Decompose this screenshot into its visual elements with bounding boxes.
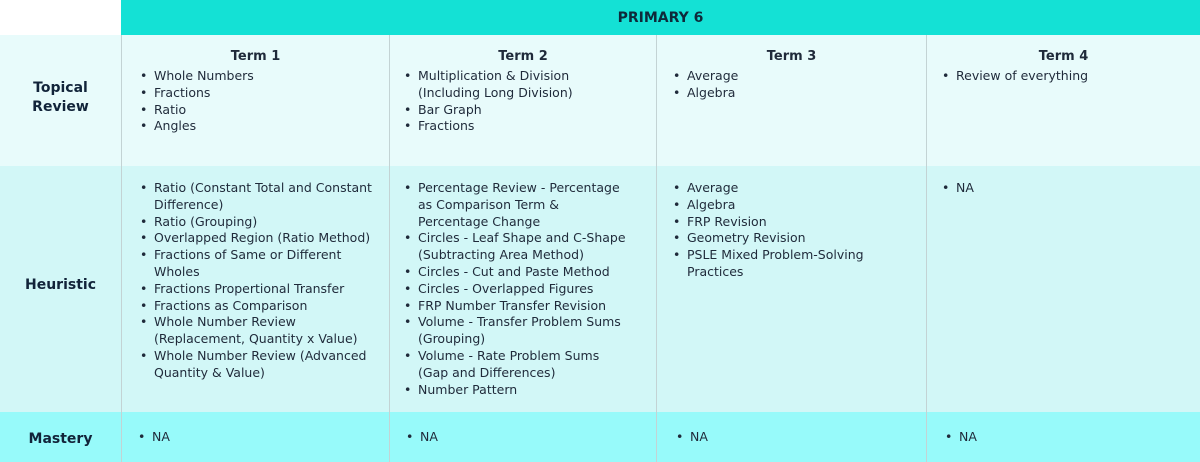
corner-cell: [0, 0, 121, 35]
list-item: • Circles - Overlapped Figures: [404, 281, 629, 298]
term-header: Term 2: [498, 49, 548, 64]
list-item: • Multiplication & Division (Including Long Division): [404, 68, 629, 102]
list-item: • Fractions of Same or Different Wholes: [140, 247, 375, 281]
row-label-mastery: Mastery: [0, 412, 121, 462]
heuristic-term1-cell: [121, 166, 389, 412]
row-label-topical-review: [0, 35, 121, 166]
list-item: • Overlapped Region (Ratio Method): [140, 230, 375, 247]
list-item: • Average: [673, 68, 888, 85]
topic-list: [657, 429, 891, 446]
topical-term3-cell: [656, 35, 926, 166]
topic-list: [122, 68, 375, 135]
topical-term4-cell: [926, 35, 1200, 166]
term-header: Term 1: [230, 49, 281, 64]
heuristic-term3-cell: [656, 166, 926, 412]
topic-list: [390, 180, 629, 398]
topic-list: [927, 180, 1172, 197]
list-item: • Ratio (Grouping): [140, 214, 375, 231]
list-item: • Fractions Propertional Transfer: [140, 281, 375, 298]
heuristic-term2-cell: [389, 166, 656, 412]
list-item: • Bar Graph: [404, 102, 629, 119]
mastery-term4-cell: [926, 412, 1200, 462]
list-item: • Volume - Transfer Problem Sums (Grouping): [404, 314, 629, 348]
list-item: • Algebra: [673, 85, 888, 102]
list-item: • FRP Number Transfer Revision: [404, 298, 629, 315]
topical-term1-cell: [121, 35, 389, 166]
list-item: • Percentage Review - Percentage as Comparison Term & Percentage Change: [404, 180, 629, 230]
topic-list: [390, 68, 629, 135]
list-item: • NA: [406, 429, 631, 446]
row-label-line: Topical: [33, 79, 88, 96]
list-item: • Average: [673, 180, 888, 197]
list-item: • NA: [676, 429, 891, 446]
list-item: • NA: [942, 180, 1172, 197]
topic-list: [657, 68, 888, 102]
list-item: • Whole Number Review (Advanced Quantity & Value): [140, 348, 375, 382]
list-item: • Ratio (Constant Total and Constant Difference): [140, 180, 375, 214]
list-item: • Volume - Rate Problem Sums (Gap and Differences): [404, 348, 629, 382]
page-title: PRIMARY 6: [121, 0, 1200, 35]
topical-term2-cell: [389, 35, 656, 166]
topic-list: [390, 429, 631, 446]
list-item: • Fractions: [140, 85, 375, 102]
list-item: • PSLE Mixed Problem-Solving Practices: [673, 247, 888, 281]
list-item: • Angles: [140, 118, 375, 135]
row-label-line: Review: [32, 98, 89, 115]
term-header: Term 4: [1038, 49, 1089, 64]
term-header: Term 3: [766, 49, 817, 64]
list-item: • Review of everything: [942, 68, 1172, 85]
topic-list: [122, 429, 373, 446]
mastery-term3-cell: [656, 412, 926, 462]
topic-list: [657, 180, 888, 281]
row-label-heuristic: Heuristic: [0, 166, 121, 412]
mastery-term2-cell: [389, 412, 656, 462]
list-item: • Circles - Leaf Shape and C-Shape (Subtracting Area Method): [404, 230, 629, 264]
topic-list: [927, 68, 1172, 85]
list-item: • FRP Revision: [673, 214, 888, 231]
list-item: • Ratio: [140, 102, 375, 119]
list-item: • Circles - Cut and Paste Method: [404, 264, 629, 281]
topic-list: [122, 180, 375, 382]
list-item: • Algebra: [673, 197, 888, 214]
list-item: • Whole Number Review (Replacement, Quantity x Value): [140, 314, 375, 348]
topic-list: [927, 429, 1175, 446]
heuristic-term4-cell: [926, 166, 1200, 412]
list-item: • Fractions: [404, 118, 629, 135]
list-item: • NA: [138, 429, 373, 446]
list-item: • Number Pattern: [404, 382, 629, 399]
list-item: • Geometry Revision: [673, 230, 888, 247]
list-item: • Fractions as Comparison: [140, 298, 375, 315]
mastery-term1-cell: [121, 412, 389, 462]
list-item: • Whole Numbers: [140, 68, 375, 85]
list-item: • NA: [945, 429, 1175, 446]
